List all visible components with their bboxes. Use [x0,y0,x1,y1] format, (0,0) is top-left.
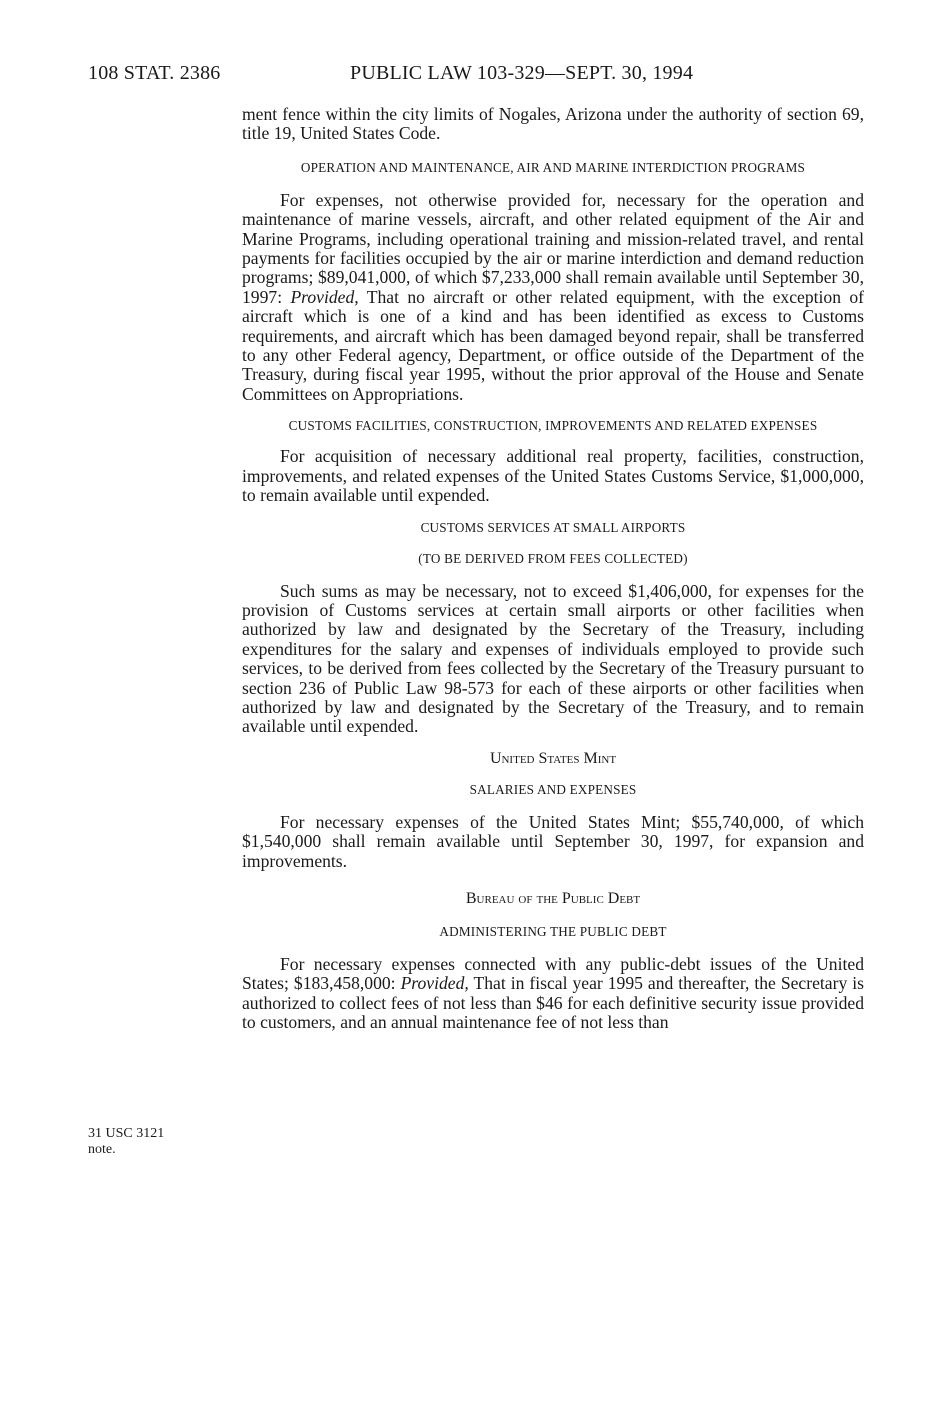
provided-italic: Provided, [290,286,359,307]
paragraph-air-marine [242,191,864,404]
margin-note-citation: 31 USC 3121 [88,1126,165,1141]
paragraph-air-marine-part2: That no aircraft or other related equipment, with the exception of aircraft which is one of a kind and has been identified as excess to Customs requirements, and aircraft which has been damaged beyond repair, shall be transferred to any other Federal agency, Department, or office outside of the Department of the Treasury, during fiscal year 1995, without the prior approval of the House and Senate Committees on Appropriations. [242,286,864,404]
heading-bureau-public-debt [242,889,864,908]
heading-small-airports: CUSTOMS SERVICES AT SMALL AIRPORTS [420,519,686,535]
page-header [88,62,693,85]
heading-united-states-mint [242,749,864,768]
provided-italic-2: Provided, [400,973,469,994]
paragraph-customs-facilities: For acquisition of necessary additional real property, facilities, construction, improvements, and related expenses of the United States Customs Service, $1,000,000, to remain available until expended. [242,446,864,506]
heading-bureau-public-debt-text: Bureau of the Public Debt [465,889,641,907]
continued-paragraph: ment fence within the city limits of Nogales, Arizona under the authority of section 69, title 19, United States Code. [242,104,864,144]
law-title: PUBLIC LAW 103-329—SEPT. 30, 1994 [350,62,694,84]
subheading-fees-collected: (TO BE DERIVED FROM FEES COLLECTED) [418,550,688,566]
paragraph-small-airports: Such sums as may be necessary, not to exceed $1,406,000, for expenses for the provision of Customs services at certain small airports or other facilities when authorized by law and designated by the Secretary of the Treasury, including expenditures for the salary and expenses of individuals employed to provide such services, to be derived from fees collected by the Secretary of the Treasury pursuant to section 236 of Public Law 98-573 for each of these airports or other facilities when authorized by law and designated by the Secretary of the Treasury, and to remain available until expended. [242,580,864,737]
paragraph-public-debt [242,955,864,1033]
heading-united-states-mint-text: United States Mint [489,749,617,767]
stat-reference: 108 STAT. 2386 [88,62,221,84]
page-body [242,105,864,1033]
margin-note-label: note. [88,1142,116,1157]
heading-air-marine-interdiction: OPERATION AND MAINTENANCE, AIR AND MARINE INTERDICTION PROGRAMS [300,159,806,175]
paragraph-air-marine-part1: For expenses, not otherwise provided for, necessary for the operation and maintenance of marine vessels, aircraft, and other related equipment of the Air and Marine Programs, including operational training and mission-related travel, and rental payments for facilities occupied by the air or marine interdiction and demand reduction programs; $89,041,000, of which $7,233,000 shall remain available until September 30, 1997: [242,189,864,307]
margin-note [88,1126,164,1158]
paragraph-public-debt-part1: For necessary expenses connected with any public-debt issues of the United States; $183,458,000: [242,953,864,994]
subheading-administering-debt: ADMINISTERING THE PUBLIC DEBT [439,923,667,939]
subheading-salaries-expenses: SALARIES AND EXPENSES [469,781,637,797]
heading-customs-facilities: CUSTOMS FACILITIES, CONSTRUCTION, IMPROVEMENTS AND RELATED EXPENSES [288,418,818,434]
paragraph-mint: For necessary expenses of the United States Mint; $55,740,000, of which $1,540,000 shall remain available until September 30, 1997, for expansion and improvements. [242,811,864,871]
paragraph-public-debt-part2: That in fiscal year 1995 and thereafter, the Secretary is authorized to collect fees of not less than $46 for each definitive security issue provided to customers, and an annual maintenance fee of not less than [242,973,864,1033]
